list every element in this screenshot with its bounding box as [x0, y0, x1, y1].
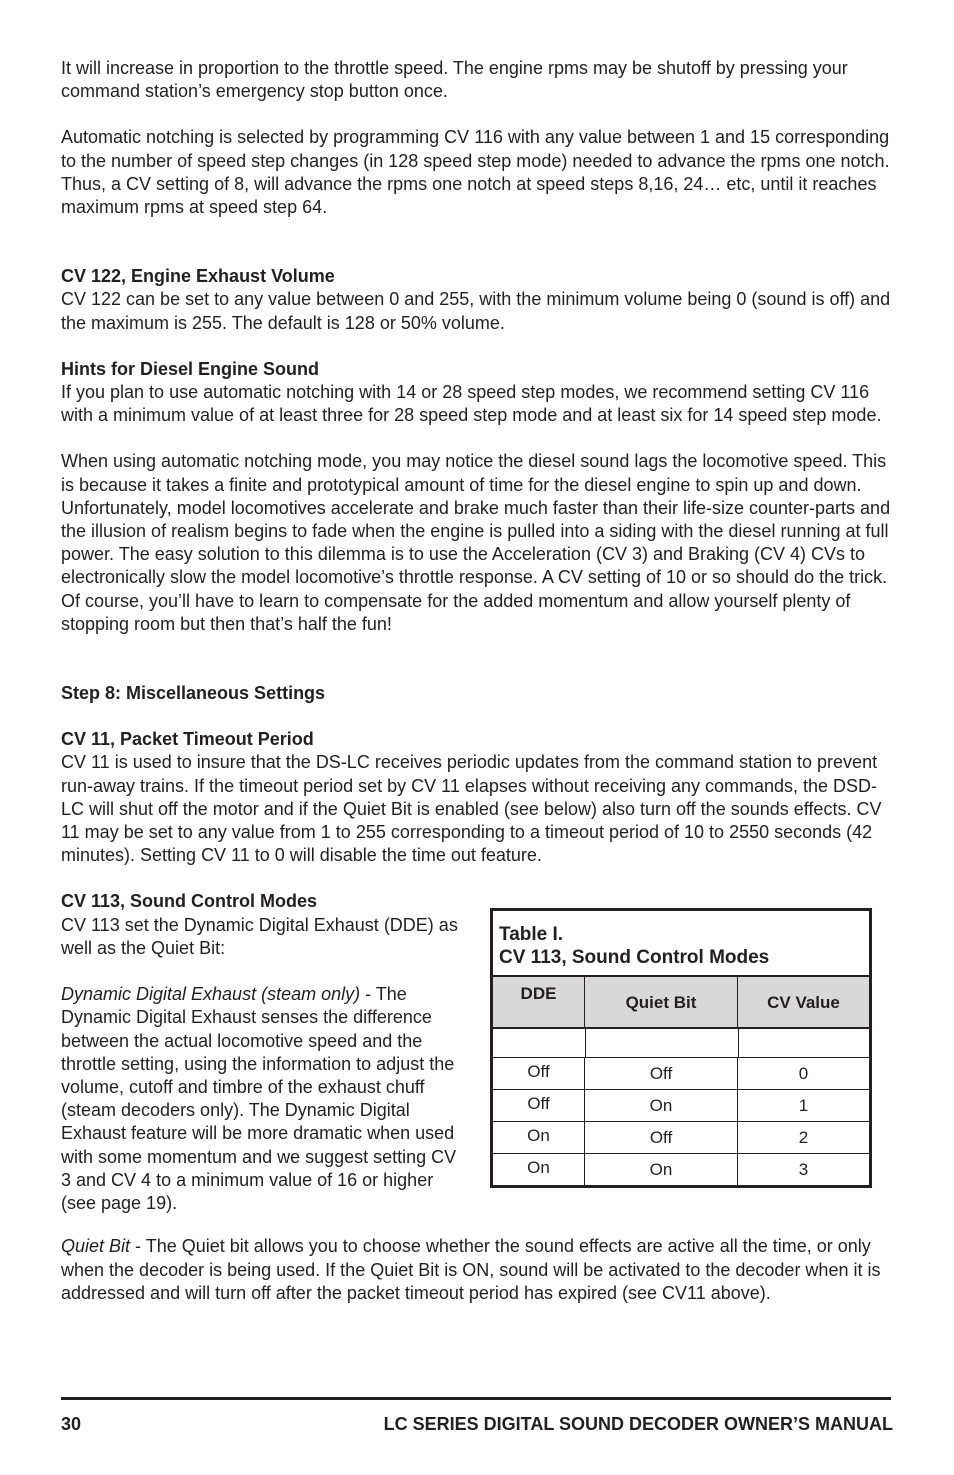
- intro-paragraph-1: It will increase in proportion to the throttle speed. The engine rpms may be shutoff by pressing your command station’s emergency stop button once.: [61, 58, 848, 102]
- quiet-bit-paragraph: [61, 1235, 891, 1305]
- dde-term: Dynamic Digital Exhaust (steam only): [61, 984, 361, 1005]
- table-row: [493, 1058, 869, 1090]
- cell-dde: On: [493, 1122, 585, 1153]
- dde-paragraph: [61, 983, 466, 1215]
- sound-control-table: [490, 908, 872, 1188]
- cv11-heading: CV 11, Packet Timeout Period: [61, 729, 314, 750]
- table-title-line-2: CV 113, Sound Control Modes: [499, 947, 770, 969]
- cell-quiet-bit: On: [585, 1090, 738, 1121]
- cell-quiet-bit: Off: [585, 1058, 738, 1089]
- cell-cv-value: 3: [798, 1160, 809, 1180]
- table-row: [493, 1122, 869, 1154]
- table-spacer-row: [493, 1029, 869, 1058]
- hints-paragraph-2: When using automatic notching mode, you may notice the diesel sound lags the locomotive speed. This is because it takes a finite and prototypical amount of time for the diesel engine to spin up and down. Unfortunately, model locomotives accelerate and brake much faster than their life-size counter-parts and the illusion of realism begins to fade when the engine is pulled into a siding with the diesel running at full power. The easy solution to this dilemma is to use the Acceleration (CV 3) and Braking (CV 4) CVs to electronically slow the model locomotive’s throttle response. A CV setting of 10 or so should do the trick. Of course, you’ll have to learn to compensate for the added momentum and allow yourself plenty of stopping room but then that’s half the fun!: [61, 451, 891, 634]
- manual-title: LC SERIES DIGITAL SOUND DECODER OWNER’S MANUAL: [383, 1414, 893, 1434]
- cell-dde: Off: [493, 1090, 585, 1121]
- cv122-body: CV 122 can be set to any value between 0 and 255, with the minimum volume being 0 (sound is off) and the maximum is 255. The default is 128 or 50% volume.: [61, 289, 891, 333]
- cv113-heading: CV 113, Sound Control Modes: [61, 891, 318, 912]
- cell-quiet-bit: On: [585, 1154, 738, 1185]
- table-row: [493, 1154, 869, 1185]
- header-dde: DDE: [493, 977, 585, 1027]
- step8-heading: Step 8: Miscellaneous Settings: [61, 683, 326, 704]
- table-header-row: [493, 975, 869, 1029]
- quiet-bit-body: - The Quiet bit allows you to choose whether the sound effects are active all the time, or only when the decoder is being used. If the Quiet Bit is ON, sound will be activated to the decoder when it is addressed and will turn off after the packet timeout period has expired (see CV11 above).: [61, 1236, 881, 1303]
- cell-cv-value: 1: [798, 1096, 809, 1116]
- cell-dde: On: [493, 1154, 585, 1185]
- table-row: [493, 1090, 869, 1122]
- table-title: [493, 911, 869, 975]
- cell-dde: Off: [493, 1058, 585, 1089]
- cv113-intro: CV 113 set the Dynamic Digital Exhaust (DDE) as well as the Quiet Bit:: [61, 914, 458, 958]
- intro-paragraph-2: Automatic notching is selected by programming CV 116 with any value between 1 and 15 corresponding to the number of speed step changes (in 128 speed step mode) needed to advance the rpms one notch. Thus, a CV setting of 8, will advance the rpms one notch at speed steps 8,16, 24… etc, until it reaches maximum rpms at speed step 64.: [61, 127, 890, 218]
- cell-cv-value: 0: [798, 1064, 809, 1084]
- page-content: [61, 57, 891, 1305]
- table-title-line-1: Table I.: [499, 924, 564, 946]
- cv113-text-column: [61, 890, 466, 1215]
- page-number: 30: [61, 1414, 82, 1434]
- page-footer: [61, 1413, 893, 1436]
- header-cv-value: CV Value: [767, 992, 840, 1012]
- cv11-body: CV 11 is used to insure that the DS-LC receives periodic updates from the command station to prevent run-away trains. If the timeout period set by CV 11 elapses without receiving any commands, the DSD-LC will shut off the motor and if the Quiet Bit is enabled (see below) also turn off the sounds effects. CV 11 may be set to any value from 1 to 255 corresponding to a timeout period of 10 to 2550 seconds (42 minutes). Setting CV 11 to 0 will disable the time out feature.: [61, 752, 882, 866]
- dde-body: - The Dynamic Digital Exhaust senses the difference between the actual locomotive speed and the throttle setting, using the information to adjust the volume, cutoff and timbre of the exhaust chuff (steam decoders only). The Dynamic Digital Exhaust feature will be more dramatic when used with some momentum and we suggest setting CV 3 and CV 4 to a minimum value of 16 or higher (see page 19).: [61, 984, 457, 1213]
- cell-quiet-bit: Off: [585, 1122, 738, 1153]
- quiet-bit-term: Quiet Bit: [61, 1236, 131, 1257]
- footer-divider: [61, 1397, 891, 1400]
- header-quiet-bit: Quiet Bit: [585, 977, 738, 1027]
- cv113-section: [61, 890, 891, 1212]
- cv122-heading: CV 122, Engine Exhaust Volume: [61, 266, 335, 287]
- cell-cv-value: 2: [798, 1128, 809, 1148]
- hints-heading: Hints for Diesel Engine Sound: [61, 358, 320, 379]
- hints-paragraph-1: If you plan to use automatic notching with 14 or 28 speed step modes, we recommend setting CV 116 with a minimum value of at least three for 28 speed step mode and at least six for 14 speed step mode.: [61, 382, 882, 426]
